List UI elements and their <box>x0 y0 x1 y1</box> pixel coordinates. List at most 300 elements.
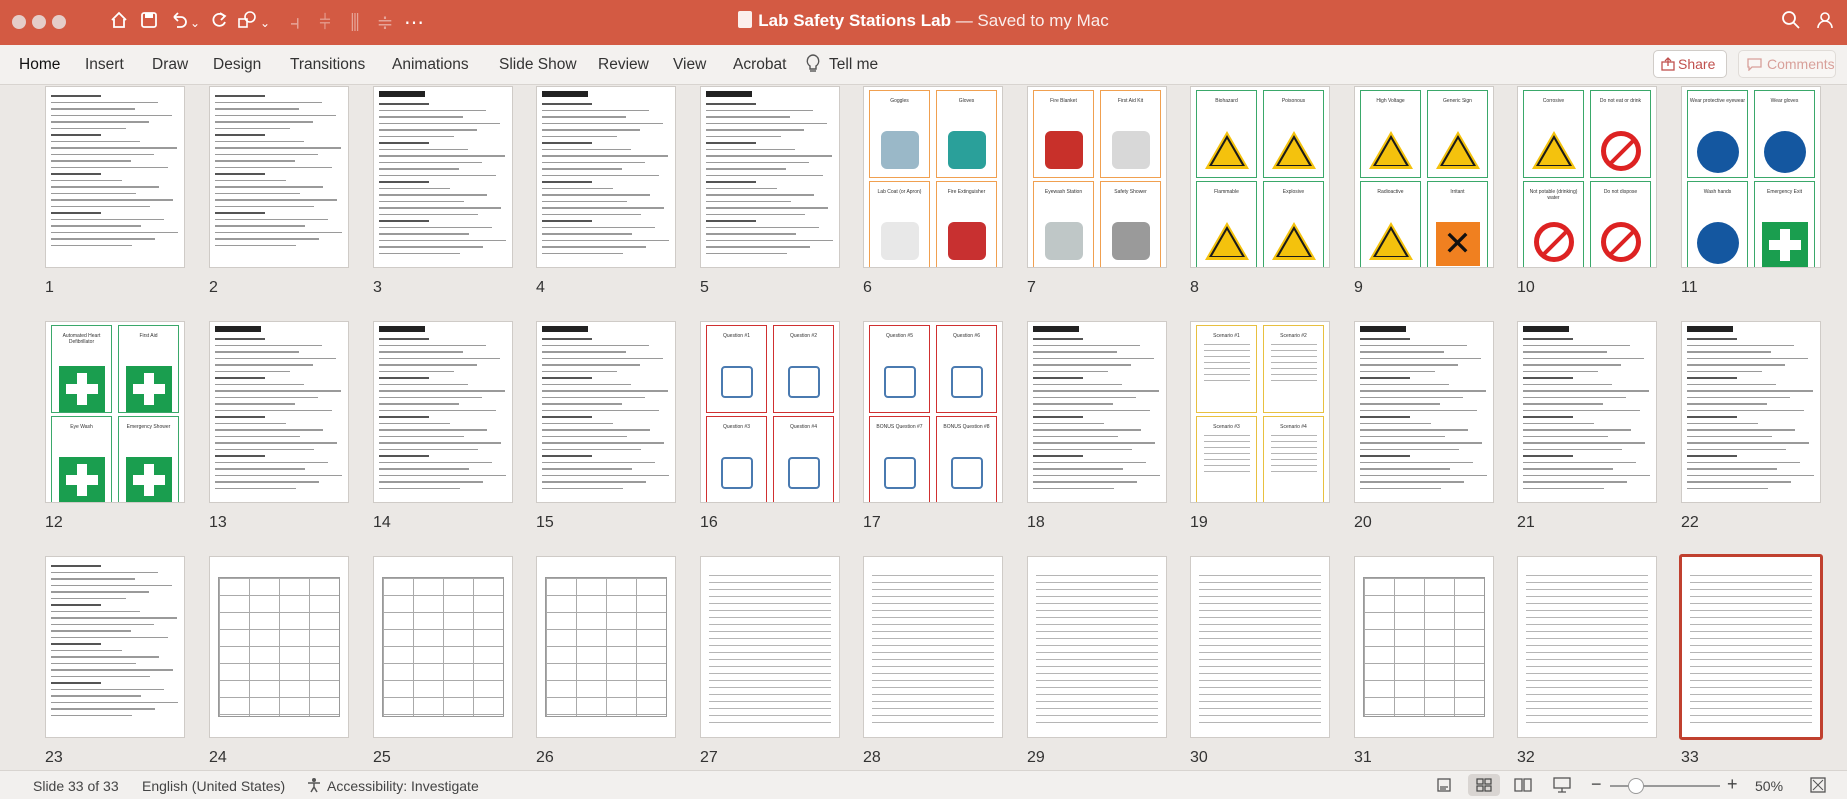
slide-thumbnail[interactable] <box>1354 556 1494 738</box>
text-line <box>542 110 649 112</box>
text-line <box>379 449 478 451</box>
slide-thumbnail[interactable] <box>1517 321 1657 503</box>
writing-line <box>1036 624 1158 625</box>
text-line <box>1033 475 1160 477</box>
tab-home[interactable]: Home <box>19 56 61 73</box>
writing-line <box>1690 680 1812 681</box>
language-indicator[interactable]: English (United States) <box>142 778 286 794</box>
text-line <box>1271 368 1317 369</box>
hazard-triangle-icon <box>1436 131 1480 169</box>
text-line <box>1360 416 1410 418</box>
ribbon <box>0 45 1847 85</box>
slide-thumbnail[interactable] <box>1517 556 1657 738</box>
slide-thumbnail[interactable] <box>1681 86 1821 268</box>
zoom-out-button[interactable]: − <box>1591 774 1602 794</box>
writing-line <box>1690 624 1812 625</box>
text-line <box>1523 429 1631 431</box>
tab-design[interactable]: Design <box>213 56 262 73</box>
text-line <box>51 702 178 704</box>
title-bar <box>0 0 1847 45</box>
station-card <box>1263 90 1324 178</box>
writing-line <box>1690 575 1812 576</box>
presenter-view-icon[interactable] <box>1553 777 1571 793</box>
text-line <box>51 173 101 175</box>
writing-line <box>709 596 831 597</box>
text-line <box>542 233 632 235</box>
station-card <box>1196 416 1257 503</box>
text-line <box>379 155 505 157</box>
slide-number: 30 <box>1190 749 1208 766</box>
slide-thumbnail[interactable] <box>536 86 676 268</box>
undo-dropdown-icon[interactable]: ⌄ <box>189 16 201 30</box>
slide-number: 15 <box>536 514 554 531</box>
close-window-button[interactable] <box>12 15 26 29</box>
card-label: Fire Blanket <box>1050 98 1077 104</box>
slide-thumbnail[interactable] <box>1679 554 1823 740</box>
corrosive-icon <box>1532 131 1576 169</box>
text-line <box>1271 471 1317 472</box>
slide-title-bar <box>542 326 588 332</box>
text-line <box>1687 436 1772 438</box>
card-label: Radioactive <box>1377 189 1404 195</box>
text-line <box>1033 423 1104 425</box>
text-line <box>1523 481 1627 483</box>
writing-line <box>1036 652 1158 653</box>
zoom-slider-thumb[interactable] <box>1628 778 1644 794</box>
text-line <box>51 206 150 208</box>
text-line <box>542 364 640 366</box>
slide-title-bar <box>379 326 425 332</box>
text-line <box>1360 390 1486 392</box>
writing-line <box>1526 617 1648 618</box>
slide-title-bar <box>215 326 261 332</box>
slide-thumbnail[interactable] <box>1190 556 1330 738</box>
text-line <box>51 102 158 104</box>
writing-line <box>1690 631 1812 632</box>
writing-line <box>872 589 994 590</box>
zoom-window-button[interactable] <box>52 15 66 29</box>
text-line <box>706 129 804 131</box>
slide-thumbnail[interactable] <box>1190 86 1330 268</box>
equipment-picture-icon <box>1112 222 1150 260</box>
slide-thumbnail[interactable] <box>1681 321 1821 503</box>
tab-view[interactable]: View <box>673 56 707 73</box>
station-card <box>1100 181 1161 268</box>
card-label: Question #3 <box>723 424 750 430</box>
text-line <box>542 103 592 105</box>
slide-number: 22 <box>1681 514 1699 531</box>
home-icon[interactable] <box>106 10 132 36</box>
irritant-icon <box>1436 222 1480 266</box>
station-card <box>1754 181 1815 268</box>
equipment-picture-icon <box>948 131 986 169</box>
writing-line <box>872 603 994 604</box>
card-label: Question #2 <box>790 333 817 339</box>
text-line <box>1360 351 1444 353</box>
text-line <box>542 455 592 457</box>
slide-thumbnail[interactable] <box>45 86 185 268</box>
tab-animations[interactable]: Animations <box>392 56 469 73</box>
text-line <box>542 129 640 131</box>
text-line <box>1360 364 1458 366</box>
slide-number: 12 <box>45 514 63 531</box>
writing-line <box>1526 603 1648 604</box>
more-icon[interactable]: ⋯ <box>404 12 424 34</box>
slide-number: 4 <box>536 279 545 296</box>
text-line <box>1033 345 1140 347</box>
writing-line <box>1690 701 1812 702</box>
writing-line <box>709 610 831 611</box>
writing-line <box>872 582 994 583</box>
card-label: Fire Extinguisher <box>947 189 986 195</box>
text-line <box>1360 449 1459 451</box>
text-line <box>1271 441 1317 442</box>
card-label: Eye Wash <box>70 424 93 430</box>
text-line <box>51 121 149 123</box>
slide-thumbnail[interactable] <box>536 321 676 503</box>
writing-line <box>1526 652 1648 653</box>
text-line <box>51 695 141 697</box>
text-line <box>51 604 101 606</box>
tab-transitions[interactable]: Transitions <box>290 56 366 73</box>
text-line <box>1271 453 1317 454</box>
align-middle-icon[interactable]: ≑ <box>376 12 394 34</box>
writing-line <box>1690 708 1812 709</box>
mandatory-sign-icon <box>1697 131 1739 173</box>
text-line <box>51 160 131 162</box>
text-line <box>1687 397 1790 399</box>
tab-review[interactable]: Review <box>598 56 649 73</box>
station-card <box>936 181 997 268</box>
equipment-picture-icon <box>881 131 919 169</box>
text-line <box>1033 429 1141 431</box>
text-line <box>379 188 450 190</box>
text-line <box>542 436 627 438</box>
tab-acrobat[interactable]: Acrobat <box>733 56 787 73</box>
station-card <box>51 416 112 503</box>
slide-thumbnail[interactable] <box>1517 86 1657 268</box>
slide-number: 26 <box>536 749 554 766</box>
text-line <box>215 468 305 470</box>
text-line <box>542 390 668 392</box>
card-label: BONUS Question #7 <box>876 424 923 430</box>
text-line <box>542 214 641 216</box>
text-line <box>1360 338 1410 340</box>
slide-thumbnail[interactable] <box>863 556 1003 738</box>
card-label: Not potable (drinking) water <box>1529 189 1578 201</box>
writing-line <box>1036 575 1158 576</box>
text-line <box>1523 416 1573 418</box>
slide-thumbnail[interactable] <box>1354 86 1494 268</box>
slide-thumbnail[interactable] <box>1027 321 1167 503</box>
slide-thumbnail[interactable] <box>1190 321 1330 503</box>
slide-thumbnail[interactable] <box>1027 556 1167 738</box>
writing-line <box>1199 694 1321 695</box>
tell-me-search[interactable]: Tell me <box>829 56 879 73</box>
card-label: Question #4 <box>790 424 817 430</box>
text-line <box>379 423 450 425</box>
slide-thumbnail[interactable] <box>373 321 513 503</box>
text-line <box>1204 344 1250 345</box>
writing-line <box>1526 631 1648 632</box>
writing-line <box>1199 575 1321 576</box>
slide-thumbnail[interactable] <box>863 321 1003 503</box>
writing-line <box>709 645 831 646</box>
text-line <box>51 95 101 97</box>
text-line <box>51 585 172 587</box>
writing-line <box>1036 589 1158 590</box>
text-line <box>215 436 300 438</box>
text-line <box>542 240 669 242</box>
tab-slide-show[interactable]: Slide Show <box>499 56 577 73</box>
text-line <box>215 134 265 136</box>
text-line <box>706 181 756 183</box>
text-line <box>1204 441 1250 442</box>
text-line <box>215 442 337 444</box>
writing-line <box>1199 638 1321 639</box>
text-line <box>542 449 641 451</box>
reading-view-icon[interactable] <box>1514 777 1532 793</box>
share-icon <box>1661 57 1675 71</box>
lightbulb-icon <box>806 54 820 74</box>
card-label: Corrosive <box>1542 98 1565 104</box>
writing-line <box>1526 638 1648 639</box>
text-line <box>706 168 786 170</box>
text-line <box>1523 377 1573 379</box>
text-line <box>1523 436 1608 438</box>
text-line <box>706 214 805 216</box>
distribute-icon[interactable]: ⫼ <box>350 12 360 34</box>
slide-thumbnail[interactable] <box>700 556 840 738</box>
slide-thumbnail[interactable] <box>209 86 349 268</box>
text-line <box>379 175 496 177</box>
station-card <box>1263 416 1324 503</box>
text-line <box>51 630 131 632</box>
writing-line <box>1036 708 1158 709</box>
text-line <box>51 245 132 247</box>
text-line <box>51 199 173 201</box>
slide-number: 23 <box>45 749 63 766</box>
station-card <box>1100 90 1161 178</box>
card-label: Do not eat or drink <box>1599 98 1642 104</box>
fit-to-window-icon[interactable] <box>1810 777 1826 793</box>
text-line <box>51 225 141 227</box>
slide-thumbnail[interactable] <box>536 556 676 738</box>
writing-line <box>1526 666 1648 667</box>
slide-number: 29 <box>1027 749 1045 766</box>
writing-line <box>1526 680 1648 681</box>
slide-number: 27 <box>700 749 718 766</box>
tab-draw[interactable]: Draw <box>152 56 189 73</box>
text-line <box>215 390 341 392</box>
text-line <box>51 147 177 149</box>
writing-line <box>872 575 994 576</box>
text-line <box>1360 481 1464 483</box>
text-line <box>1204 471 1250 472</box>
station-card <box>51 325 112 413</box>
user-icon[interactable] <box>1812 10 1838 36</box>
station-card <box>1427 90 1488 178</box>
writing-line <box>1036 666 1158 667</box>
text-line <box>1687 449 1786 451</box>
writing-line <box>1690 603 1812 604</box>
text-line <box>379 384 468 386</box>
text-line <box>51 565 101 567</box>
slide-thumbnail[interactable] <box>373 86 513 268</box>
text-line <box>1360 468 1450 470</box>
text-line <box>542 201 627 203</box>
writing-line <box>1199 701 1321 702</box>
text-line <box>379 436 464 438</box>
text-line <box>706 103 756 105</box>
text-line <box>706 155 832 157</box>
align-center-icon[interactable]: ⫩ <box>319 12 331 34</box>
text-line <box>1687 455 1737 457</box>
card-label: Generic Sign <box>1443 98 1472 104</box>
slide-thumbnail[interactable] <box>863 86 1003 268</box>
writing-line <box>1690 617 1812 618</box>
card-label: First Aid <box>139 333 158 339</box>
text-line <box>379 475 506 477</box>
tab-insert[interactable]: Insert <box>85 56 124 73</box>
hazard-triangle-icon <box>1272 222 1316 260</box>
text-line <box>215 462 328 464</box>
text-line <box>542 416 592 418</box>
writing-line <box>1690 715 1812 716</box>
align-left-icon[interactable]: ⫞ <box>290 12 300 34</box>
text-line <box>706 207 828 209</box>
writing-line <box>1526 701 1648 702</box>
text-line <box>51 643 101 645</box>
slide-thumbnail[interactable] <box>45 321 185 503</box>
accessibility-checker[interactable]: Accessibility: Investigate <box>327 778 479 794</box>
minimize-window-button[interactable] <box>32 15 46 29</box>
writing-line <box>1199 603 1321 604</box>
writing-line <box>1199 708 1321 709</box>
notes-icon[interactable] <box>1436 777 1452 793</box>
text-line <box>1687 423 1758 425</box>
text-line <box>51 141 140 143</box>
text-line <box>379 462 492 464</box>
text-line <box>706 233 796 235</box>
writing-line <box>1690 638 1812 639</box>
shapes-icon[interactable] <box>234 10 260 36</box>
writing-line <box>1199 589 1321 590</box>
card-label: Scenario #2 <box>1280 333 1307 339</box>
text-line <box>379 168 459 170</box>
slide-thumbnail[interactable] <box>45 556 185 738</box>
writing-line <box>1526 722 1648 723</box>
zoom-level[interactable]: 50% <box>1755 778 1784 794</box>
slide-thumbnail[interactable] <box>700 86 840 268</box>
writing-line <box>709 659 831 660</box>
writing-line <box>872 638 994 639</box>
card-label: Flammable <box>1214 189 1239 195</box>
text-line <box>1687 488 1768 490</box>
text-line <box>215 238 319 240</box>
text-line <box>1523 449 1622 451</box>
text-line <box>379 481 483 483</box>
writing-line <box>1690 610 1812 611</box>
comments-button[interactable] <box>1738 50 1836 78</box>
worksheet-table <box>218 577 340 717</box>
text-line <box>379 429 487 431</box>
slide-number: 7 <box>1027 279 1036 296</box>
card-label: Question #1 <box>723 333 750 339</box>
text-line <box>1033 364 1131 366</box>
text-line <box>215 371 290 373</box>
writing-line <box>1526 708 1648 709</box>
slide-thumbnail[interactable] <box>373 556 513 738</box>
card-label: Do not dispose <box>1603 189 1638 195</box>
writing-line <box>1690 645 1812 646</box>
slide-number: 18 <box>1027 514 1045 531</box>
text-line <box>379 455 429 457</box>
hazard-triangle-icon <box>1205 222 1249 260</box>
slide-thumbnail[interactable] <box>700 321 840 503</box>
text-line <box>379 162 482 164</box>
text-line <box>542 384 631 386</box>
redo-icon[interactable] <box>206 10 232 36</box>
slide-thumbnail[interactable] <box>209 321 349 503</box>
text-line <box>1523 345 1630 347</box>
writing-line <box>1199 610 1321 611</box>
slide-number: 6 <box>863 279 872 296</box>
writing-line <box>709 666 831 667</box>
card-label: Eyewash Station <box>1044 189 1083 195</box>
text-line <box>542 351 626 353</box>
writing-line <box>1036 680 1158 681</box>
zoom-in-button[interactable]: + <box>1727 774 1738 794</box>
question-picture-icon <box>951 457 983 489</box>
station-card <box>869 181 930 268</box>
text-line <box>215 128 290 130</box>
writing-line <box>709 708 831 709</box>
slide-thumbnail[interactable] <box>209 556 349 738</box>
text-line <box>542 371 617 373</box>
share-button[interactable] <box>1653 50 1727 78</box>
writing-line <box>709 715 831 716</box>
text-line <box>1687 416 1737 418</box>
zoom-slider[interactable] <box>1610 785 1720 787</box>
slide-thumbnail[interactable] <box>1354 321 1494 503</box>
search-icon[interactable] <box>1778 10 1804 36</box>
slide-number: 3 <box>373 279 382 296</box>
slide-number: 5 <box>700 279 709 296</box>
text-line <box>215 245 296 247</box>
writing-line <box>709 652 831 653</box>
slide-counter: Slide 33 of 33 <box>33 778 119 794</box>
writing-line <box>709 589 831 590</box>
text-line <box>51 676 150 678</box>
slide-sorter-view-button[interactable] <box>1468 774 1500 796</box>
writing-line <box>1199 722 1321 723</box>
first-aid-icon <box>59 366 105 412</box>
text-line <box>1687 371 1762 373</box>
text-line <box>1271 435 1317 436</box>
shapes-dropdown-icon[interactable]: ⌄ <box>259 16 271 30</box>
text-line <box>542 468 632 470</box>
text-line <box>215 141 304 143</box>
slide-thumbnail[interactable] <box>1027 86 1167 268</box>
save-icon[interactable] <box>136 10 162 36</box>
text-line <box>1033 377 1083 379</box>
text-line <box>215 377 265 379</box>
card-label: Wear protective eyewear <box>1689 98 1746 104</box>
text-line <box>1687 429 1795 431</box>
equipment-picture-icon <box>1045 131 1083 169</box>
text-line <box>706 110 813 112</box>
